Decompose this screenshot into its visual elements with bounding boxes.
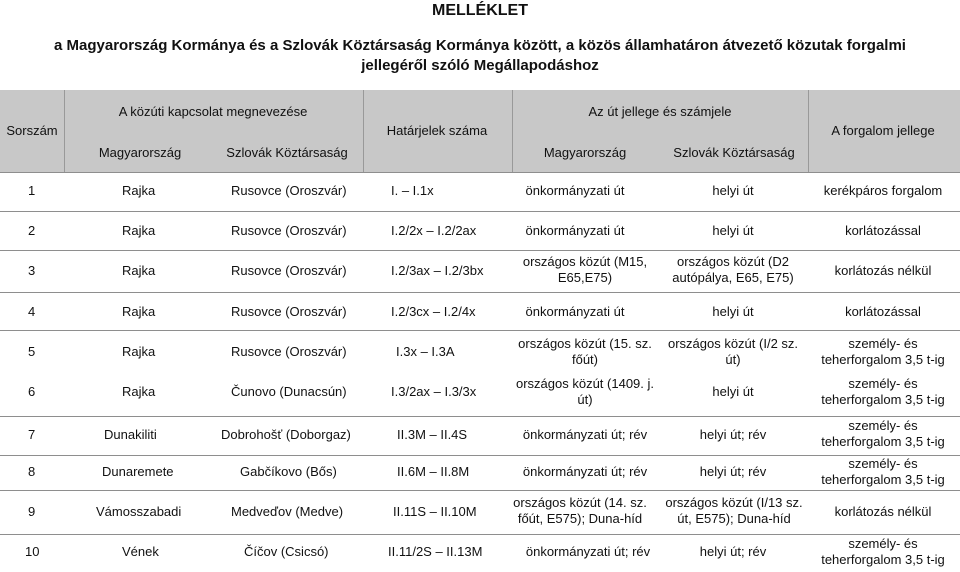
row-3-hu: Rajka bbox=[122, 263, 156, 278]
header-jelleg-hu: Magyarország bbox=[543, 145, 627, 160]
row-3-no: 3 bbox=[28, 263, 36, 278]
row-3-traffic: korlátozás nélkül bbox=[834, 263, 932, 278]
row-8-marks: II.6M – II.8M bbox=[397, 464, 470, 479]
row-9-road-hu: országos közút (14. sz. főút, E575); Duna-híd bbox=[513, 495, 647, 526]
row-6-marks: I.3/2ax – I.3/3x bbox=[391, 384, 477, 399]
row-7-hu: Dunakiliti bbox=[104, 427, 157, 442]
row-2-hu: Rajka bbox=[122, 223, 156, 238]
row-10-no: 10 bbox=[25, 544, 40, 559]
row-10-marks: II.11/2S – II.13M bbox=[388, 544, 483, 559]
document-subtitle: a Magyarország Kormánya és a Szlovák Köztársaság Kormánya között, a közös államhatáron átvezető közutak forgalmi jellegéről szóló Megállapodáshoz bbox=[54, 37, 906, 74]
row-7-no: 7 bbox=[28, 427, 36, 442]
row-6-no: 6 bbox=[28, 384, 36, 399]
row-8-hu: Dunaremete bbox=[102, 464, 174, 479]
header-jelleg-sk: Szlovák Köztársaság bbox=[673, 145, 795, 160]
row-2-no: 2 bbox=[28, 223, 36, 238]
row-10-traffic: személy- és teherforgalom 3,5 t-ig bbox=[821, 536, 945, 567]
header-kapcsolat: A közúti kapcsolat megnevezése bbox=[118, 104, 308, 119]
row-3-marks: I.2/3ax – I.2/3bx bbox=[391, 263, 484, 278]
row-4-road-sk: helyi út bbox=[712, 304, 754, 319]
row-9-no: 9 bbox=[28, 504, 36, 519]
row-4-road-hu: önkormányzati út bbox=[525, 304, 625, 319]
row-7-road-hu: önkormányzati út; rév bbox=[522, 427, 648, 442]
row-10-hu: Vének bbox=[122, 544, 159, 559]
row-8-road-sk: helyi út; rév bbox=[699, 464, 767, 479]
row-4-no: 4 bbox=[28, 304, 36, 319]
row-2-marks: I.2/2x – I.2/2ax bbox=[391, 223, 477, 238]
row-1-no: 1 bbox=[28, 183, 36, 198]
row-9-road-sk: országos közút (I/13 sz. út, E575); Duna-híd bbox=[665, 495, 803, 526]
row-1-road-sk: helyi út bbox=[712, 183, 754, 198]
row-5-road-sk: országos közút (I/2 sz. út) bbox=[667, 336, 799, 367]
row-6-road-hu: országos közút (1409. j. út) bbox=[515, 376, 655, 407]
row-1-marks: I. – I.1x bbox=[391, 183, 434, 198]
row-1-sk: Rusovce (Oroszvár) bbox=[231, 183, 347, 198]
row-10-sk: Číčov (Csicsó) bbox=[244, 544, 329, 559]
row-2-road-hu: önkormányzati út bbox=[525, 223, 625, 238]
row-2-road-sk: helyi út bbox=[712, 223, 754, 238]
row-1-road-hu: önkormányzati út bbox=[525, 183, 625, 198]
row-7-sk: Dobrohošť (Doborgaz) bbox=[221, 427, 351, 442]
row-2-traffic: korlátozással bbox=[845, 223, 921, 238]
document-title: MELLÉKLET bbox=[432, 2, 528, 19]
row-5-hu: Rajka bbox=[122, 344, 156, 359]
row-7-traffic: személy- és teherforgalom 3,5 t-ig bbox=[821, 418, 945, 449]
row-9-hu: Vámosszabadi bbox=[96, 504, 182, 519]
row-10-road-hu: önkormányzati út; rév bbox=[525, 544, 651, 559]
header-kapcsolat-sk: Szlovák Köztársaság bbox=[226, 145, 348, 160]
row-3-road-sk: országos közút (D2 autópálya, E65, E75) bbox=[672, 254, 794, 285]
row-5-traffic: személy- és teherforgalom 3,5 t-ig bbox=[821, 336, 945, 367]
row-9-traffic: korlátozás nélkül bbox=[834, 504, 932, 519]
row-8-traffic: személy- és teherforgalom 3,5 t-ig bbox=[821, 456, 945, 487]
row-9-marks: II.11S – II.10M bbox=[393, 504, 477, 519]
row-4-hu: Rajka bbox=[122, 304, 156, 319]
row-6-traffic: személy- és teherforgalom 3,5 t-ig bbox=[821, 376, 945, 407]
row-8-sk: Gabčíkovo (Bős) bbox=[240, 464, 337, 479]
row-7-road-sk: helyi út; rév bbox=[699, 427, 767, 442]
header-jelleg: Az út jellege és számjele bbox=[588, 104, 732, 119]
row-6-hu: Rajka bbox=[122, 384, 156, 399]
header-kapcsolat-hu: Magyarország bbox=[98, 145, 182, 160]
row-4-sk: Rusovce (Oroszvár) bbox=[231, 304, 347, 319]
row-4-marks: I.2/3cx – I.2/4x bbox=[391, 304, 476, 319]
header-sorszam: Sorszám bbox=[6, 123, 58, 138]
row-5-marks: I.3x – I.3A bbox=[396, 344, 455, 359]
row-3-sk: Rusovce (Oroszvár) bbox=[231, 263, 347, 278]
row-2-sk: Rusovce (Oroszvár) bbox=[231, 223, 347, 238]
row-9-sk: Medveďov (Medve) bbox=[231, 504, 344, 519]
row-7-marks: II.3M – II.4S bbox=[397, 427, 468, 442]
row-8-road-hu: önkormányzati út; rév bbox=[522, 464, 648, 479]
row-1-hu: Rajka bbox=[122, 183, 156, 198]
row-8-no: 8 bbox=[28, 464, 36, 479]
header-hatarjel: Határjelek száma bbox=[386, 123, 488, 138]
row-10-road-sk: helyi út; rév bbox=[699, 544, 767, 559]
row-5-no: 5 bbox=[28, 344, 36, 359]
row-5-road-hu: országos közút (15. sz. főút) bbox=[518, 336, 652, 367]
row-3-road-hu: országos közút (M15, E65,E75) bbox=[522, 254, 648, 285]
row-6-sk: Čunovo (Dunacsún) bbox=[231, 384, 347, 399]
row-6-road-sk: helyi út bbox=[712, 384, 754, 399]
row-4-traffic: korlátozással bbox=[845, 304, 921, 319]
row-1-traffic: kerékpáros forgalom bbox=[823, 183, 943, 198]
header-forgalom: A forgalom jellege bbox=[831, 123, 935, 138]
row-5-sk: Rusovce (Oroszvár) bbox=[231, 344, 347, 359]
